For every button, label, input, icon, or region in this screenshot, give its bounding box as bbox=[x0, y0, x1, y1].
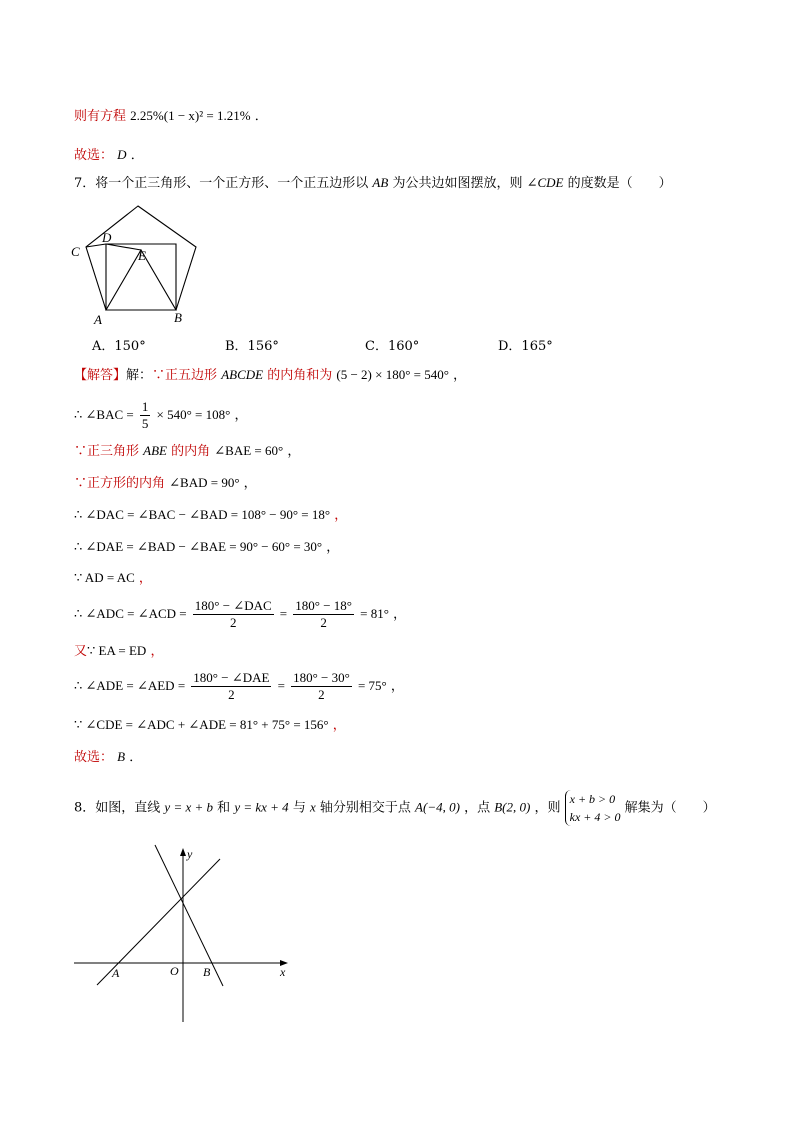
origin-label: O bbox=[170, 964, 179, 978]
inequality-system bbox=[565, 790, 621, 826]
sol-l1-d: (5 − 2) × 180° = 540° bbox=[336, 367, 449, 382]
sol-line-6 bbox=[74, 537, 339, 558]
sol-l2-c: ， bbox=[234, 408, 248, 423]
q8-e: ，点 bbox=[464, 800, 491, 816]
sol-l8-a: ∴ ∠ADC = ∠ACD = bbox=[74, 606, 187, 621]
sol-line-8 bbox=[74, 597, 406, 632]
equation-text: 2.25%(1 − x)² = 1.21% bbox=[130, 108, 251, 123]
q8-eq1: y = x + b bbox=[164, 799, 214, 815]
choose-end: ． bbox=[130, 148, 144, 163]
option-d[interactable]: D．165° bbox=[498, 339, 553, 354]
fraction-adc bbox=[193, 598, 274, 631]
sol-l7: ∵ AD = AC bbox=[74, 570, 135, 585]
q7-angle: ∠CDE bbox=[526, 175, 564, 190]
q8-a: 8．如图，直线 bbox=[74, 800, 161, 816]
q8-x: x bbox=[309, 799, 316, 815]
inequality-1: x + b > 0 bbox=[569, 792, 616, 806]
sol-l10-b: = 75° bbox=[357, 678, 387, 693]
sol-l10-a: ∴ ∠ADE = ∠AED = bbox=[74, 678, 186, 693]
frac-den: 2 bbox=[318, 687, 325, 702]
option-b[interactable]: B．156° bbox=[225, 339, 279, 354]
sol-l9-a: 又 bbox=[74, 644, 88, 659]
q7-text-b: 为公共边如图摆放，则 bbox=[392, 176, 523, 191]
sol-head: 【解答】 bbox=[74, 368, 127, 383]
sol-line-9 bbox=[74, 641, 163, 662]
axis-y-label: y bbox=[187, 847, 193, 861]
sol-l8-eq: = bbox=[279, 606, 288, 621]
pentagon-figure bbox=[66, 200, 206, 328]
frac-den: 2 bbox=[228, 687, 235, 702]
inequality-2: kx + 4 > 0 bbox=[569, 810, 621, 824]
sol-l6: ∴ ∠DAE = ∠BAD − ∠BAE = 90° − 60° = 30° bbox=[74, 539, 323, 554]
sol-l5: ∴ ∠DAC = ∠BAC − ∠BAD = 108° − 90° = 18° bbox=[74, 507, 331, 522]
sol-l6-e: ， bbox=[326, 540, 340, 555]
q8-g: 解集为（ ） bbox=[624, 800, 716, 816]
sol-l1-b: ABCDE bbox=[221, 367, 264, 382]
sol-l12-b: B bbox=[117, 749, 126, 764]
q8-b: 和 bbox=[217, 800, 231, 816]
sol-line-1 bbox=[74, 365, 466, 386]
sol-line-5 bbox=[74, 505, 347, 526]
frac-num: 180° − 30° bbox=[293, 670, 350, 685]
sol-l7-e: ， bbox=[138, 571, 152, 586]
choose-answer: D bbox=[117, 147, 127, 162]
q7-text-a: 7．将一个正三角形、一个正方形、一个正五边形以 bbox=[74, 176, 369, 191]
sol-l12-a: 故选： bbox=[74, 750, 114, 765]
label-C: C bbox=[71, 244, 80, 259]
sol-l1-e: ， bbox=[453, 368, 467, 383]
label-B: B bbox=[174, 310, 182, 325]
sol-l10-e: ， bbox=[390, 679, 404, 694]
sol-line-10 bbox=[74, 669, 404, 704]
sol-l8-e: ， bbox=[393, 607, 407, 622]
q7-text-c: 的度数是（ ） bbox=[567, 176, 672, 191]
sol-line-12 bbox=[74, 747, 142, 768]
sol-line-7 bbox=[74, 568, 152, 589]
sol-l4-b: ∠BAD = 90° bbox=[169, 475, 240, 490]
sol-l2-a: ∴ ∠BAC = bbox=[74, 407, 134, 422]
q8-f: ，则 bbox=[534, 800, 561, 816]
sol-l9-e: ， bbox=[150, 644, 164, 659]
sol-l11-e: ， bbox=[332, 718, 346, 733]
q8-c: 与 bbox=[292, 800, 306, 816]
sol-head2: 解： bbox=[126, 368, 153, 383]
label-E: E bbox=[138, 248, 146, 263]
equation-line bbox=[74, 106, 268, 127]
q8-eq2: y = kx + 4 bbox=[234, 799, 289, 815]
sol-l3-d: ∠BAE = 60° bbox=[214, 443, 284, 458]
point-a-label: A bbox=[112, 966, 120, 980]
label-A: A bbox=[94, 312, 102, 327]
frac-den: 2 bbox=[229, 615, 237, 630]
fraction-one-fifth bbox=[140, 399, 151, 432]
sol-l3-a: ∵正三角形 bbox=[74, 444, 140, 459]
option-a[interactable]: A．150° bbox=[92, 339, 146, 354]
equation-end: ． bbox=[254, 109, 268, 124]
sol-line-4 bbox=[74, 473, 257, 494]
q8-point-a: A(−4, 0) bbox=[415, 799, 460, 815]
fraction-ade-value bbox=[291, 670, 352, 703]
sol-line-11 bbox=[74, 715, 346, 736]
sol-l4-a: ∵正方形的内角 bbox=[74, 476, 166, 491]
sol-l9-b: ∵ EA = ED bbox=[87, 643, 147, 658]
axis-x-label: x bbox=[280, 965, 286, 979]
sol-line-2 bbox=[74, 398, 247, 433]
sol-l3-b: ABE bbox=[143, 443, 167, 458]
option-c[interactable]: C．160° bbox=[365, 339, 420, 354]
question-8 bbox=[74, 790, 716, 826]
sol-l8-b: = 81° bbox=[360, 606, 389, 621]
sol-l3-c: 的内角 bbox=[171, 444, 211, 459]
equation-prefix: 则有方程 bbox=[74, 109, 127, 124]
q8-point-b: B(2, 0) bbox=[494, 799, 531, 815]
fraction-adc-value bbox=[293, 598, 354, 631]
sol-l1-c: 的内角和为 bbox=[267, 368, 333, 383]
frac-num: 1 bbox=[141, 399, 149, 414]
fraction-ade bbox=[191, 670, 271, 703]
label-D: D bbox=[102, 230, 112, 245]
q8-d: 轴分别相交于点 bbox=[319, 800, 411, 816]
sol-l3-e: ， bbox=[287, 444, 301, 459]
frac-num: 180° − 18° bbox=[295, 598, 352, 613]
sol-l12-e: ． bbox=[129, 750, 143, 765]
sol-l10-eq: = bbox=[277, 678, 285, 693]
question-7 bbox=[74, 173, 672, 194]
frac-den: 2 bbox=[320, 615, 327, 630]
sol-l2-b: × 540° = 108° bbox=[156, 407, 231, 422]
q7-ab: AB bbox=[372, 175, 389, 190]
graph-figure bbox=[70, 840, 300, 1030]
sol-l5-e: ， bbox=[334, 508, 348, 523]
point-b-label: B bbox=[203, 965, 211, 979]
choose-line-1 bbox=[74, 145, 144, 166]
frac-den: 5 bbox=[141, 416, 149, 431]
sol-l4-c: ， bbox=[243, 476, 257, 491]
frac-num: 180° − ∠DAE bbox=[193, 670, 270, 685]
sol-line-3 bbox=[74, 441, 300, 462]
choose-prefix: 故选： bbox=[74, 148, 114, 163]
frac-num: 180° − ∠DAC bbox=[194, 598, 272, 613]
sol-l1-a: ∵正五边形 bbox=[152, 368, 218, 383]
sol-l11: ∵ ∠CDE = ∠ADC + ∠ADE = 81° + 75° = 156° bbox=[74, 717, 329, 732]
